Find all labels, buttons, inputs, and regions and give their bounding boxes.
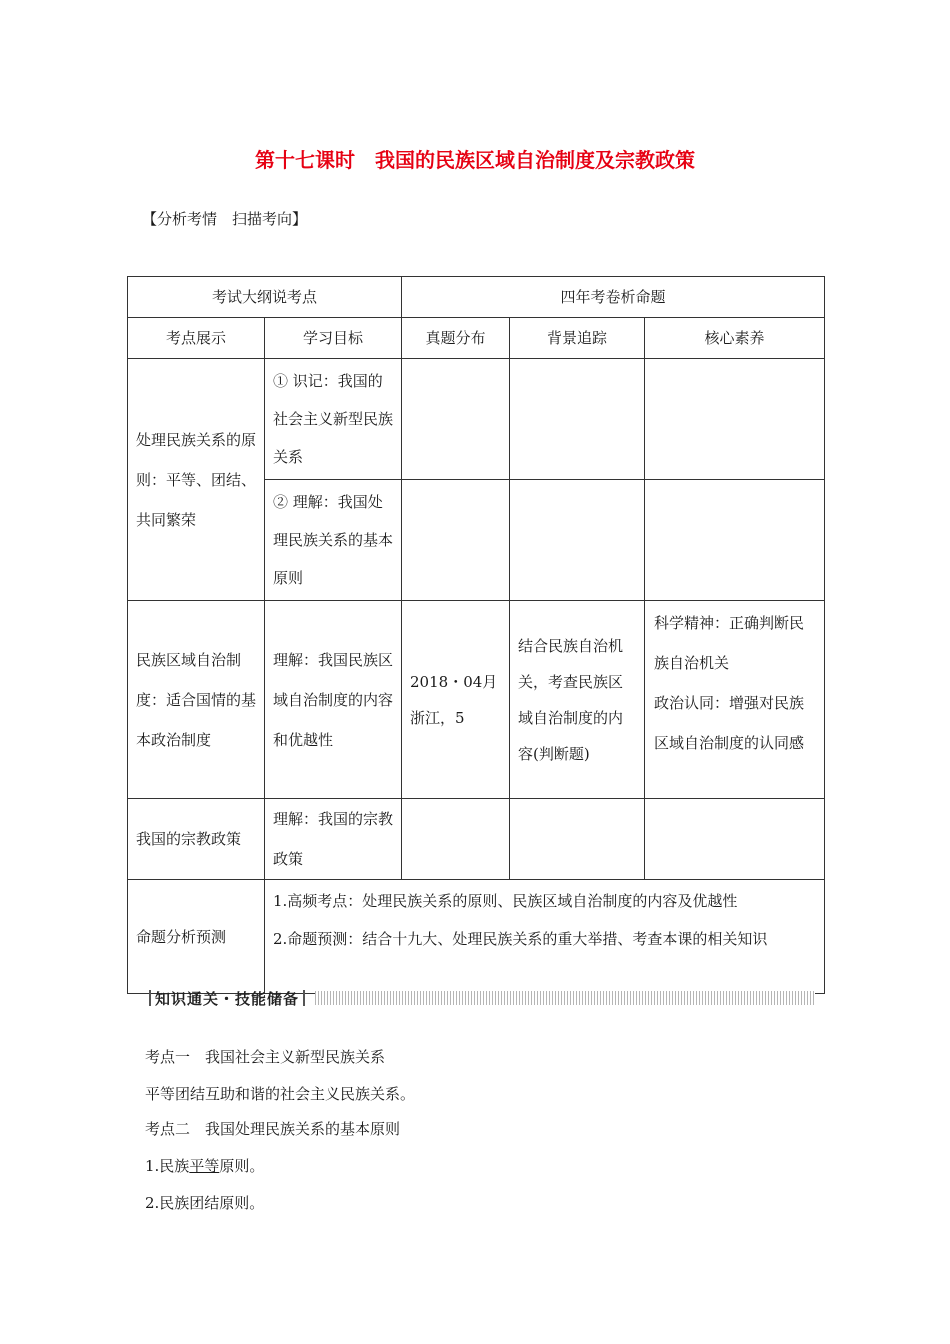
banner-hatch-decoration <box>315 991 815 1005</box>
goal-cell: ① 识记：我国的社会主义新型民族关系 <box>265 359 402 480</box>
analysis-label: 命题分析预测 <box>128 880 265 994</box>
background-cell <box>510 359 645 480</box>
table-column-header-row <box>128 318 825 359</box>
goal-cell: 理解：我国的宗教政策 <box>265 799 402 880</box>
principle-equality <box>145 1155 264 1176</box>
analysis-forecast: 2.命题预测：结合十九大、处理民族关系的重大举措、考查本课的相关知识 <box>273 930 768 948</box>
group-header-exam: 四年考卷析命题 <box>402 277 825 318</box>
table-group-header-row <box>128 277 825 318</box>
goal-cell: ② 理解：我国处理民族关系的基本原则 <box>265 480 402 601</box>
banner-bar-icon <box>149 990 151 1006</box>
literacy-cell <box>645 359 825 480</box>
point-cell: 我国的宗教政策 <box>128 799 265 880</box>
exam-cell <box>402 799 510 880</box>
table-row <box>128 880 825 994</box>
column-header: 核心素养 <box>645 318 825 359</box>
background-cell <box>510 799 645 880</box>
principle-suffix: 原则。 <box>219 1157 265 1175</box>
principle-unity: 2.民族团结原则。 <box>145 1194 265 1212</box>
section-subtitle: 【分析考情 扫描考向】 <box>142 210 308 228</box>
exam-cell <box>402 359 510 480</box>
literacy-cell <box>645 480 825 601</box>
column-header: 考点展示 <box>128 318 265 359</box>
literacy-cell <box>645 601 825 799</box>
exam-cell: 2018・04月浙江，5 <box>402 601 510 799</box>
literacy-cell <box>645 799 825 880</box>
goal-cell: 理解：我国民族区域自治制度的内容和优越性 <box>265 601 402 799</box>
background-cell: 结合民族自治机关，考查民族区域自治制度的内容(判断题) <box>510 601 645 799</box>
banner-title: 知识通关・技能储备 <box>155 989 300 1008</box>
background-cell <box>510 480 645 601</box>
literacy-political: 政治认同：增强对民族区域自治制度的认同感 <box>654 694 805 752</box>
literacy-science: 科学精神：正确判断民族自治机关 <box>654 614 805 672</box>
point-cell: 民族区域自治制度：适合国情的基本政治制度 <box>128 601 265 799</box>
point-cell: 处理民族关系的原则：平等、团结、共同繁荣 <box>128 359 265 601</box>
analysis-frequent: 1.高频考点：处理民族关系的原则、民族区域自治制度的内容及优越性 <box>273 892 738 910</box>
group-header-outline: 考试大纲说考点 <box>128 277 402 318</box>
page-title: 第十七课时 我国的民族区域自治制度及宗教政策 <box>255 148 695 172</box>
principle-underlined: 平等 <box>189 1157 220 1175</box>
analysis-content <box>265 880 825 994</box>
principle-prefix: 1.民族 <box>145 1157 190 1175</box>
exam-cell <box>402 480 510 601</box>
table-row <box>128 601 825 799</box>
banner-bar-icon <box>303 990 305 1006</box>
point-two-heading: 考点二 我国处理民族关系的基本原则 <box>145 1120 401 1138</box>
point-one-text: 平等团结互助和谐的社会主义民族关系。 <box>145 1085 416 1103</box>
table-row <box>128 359 825 480</box>
section-banner <box>145 988 815 1008</box>
column-header: 真题分布 <box>402 318 510 359</box>
column-header: 学习目标 <box>265 318 402 359</box>
table-row <box>128 799 825 880</box>
column-header: 背景追踪 <box>510 318 645 359</box>
point-one-heading: 考点一 我国社会主义新型民族关系 <box>145 1048 386 1066</box>
exam-analysis-table <box>127 276 825 994</box>
